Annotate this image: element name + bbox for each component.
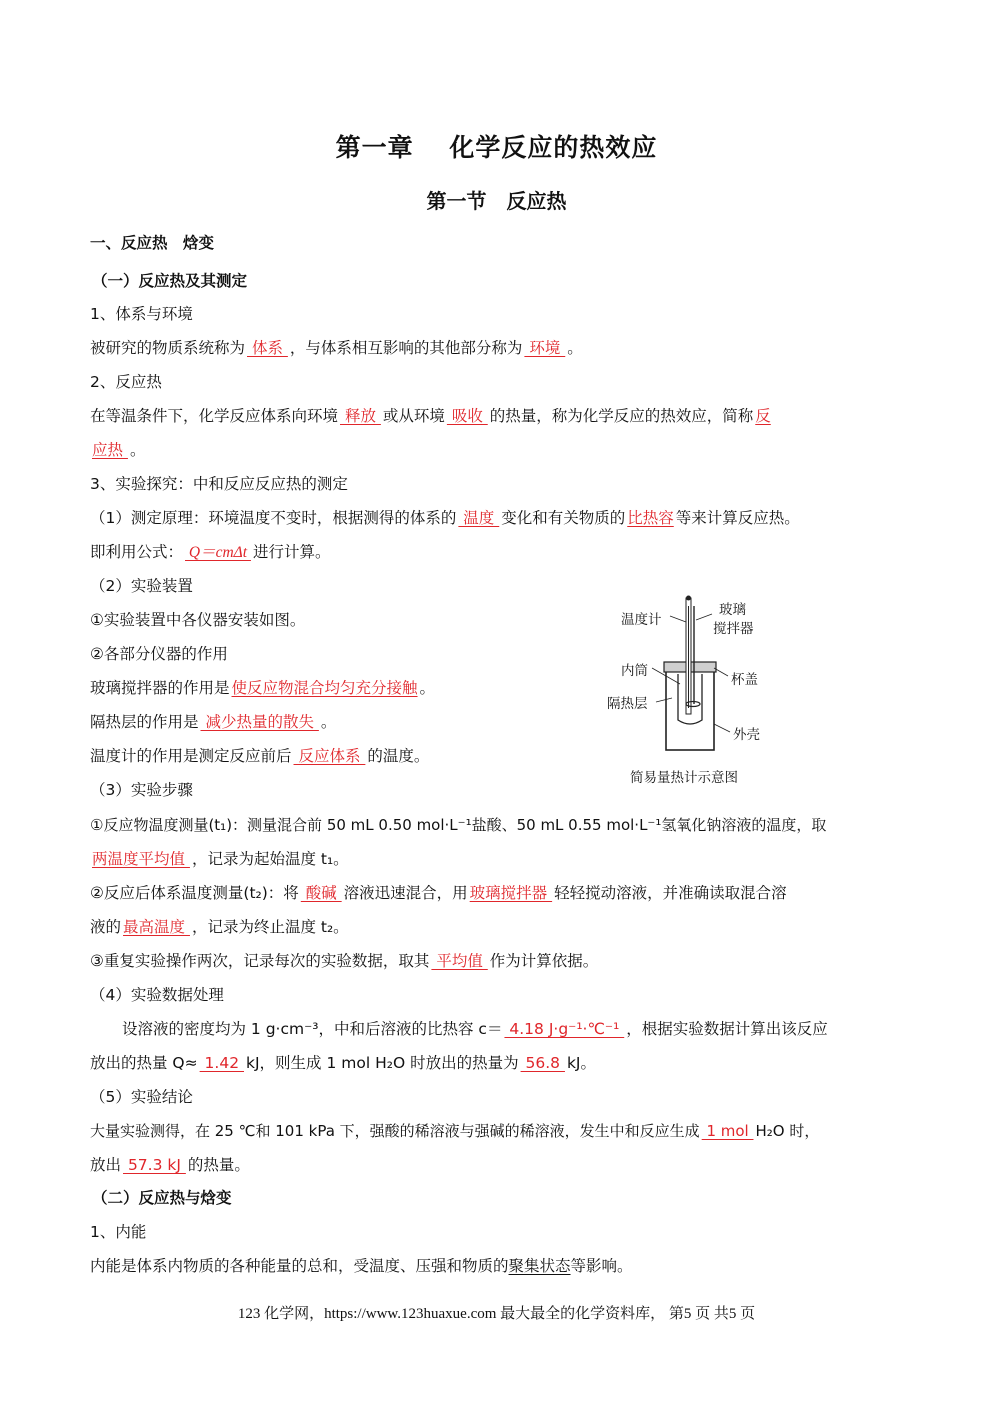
- principle-text-c: 等来计算反应热。: [675, 509, 800, 527]
- principle-text-a: （1）测定原理：环境温度不变时，根据测得的体系的: [90, 509, 457, 527]
- label-insulation: 隔热层: [607, 696, 648, 712]
- conclusion-heading: （5）实验结论: [90, 1088, 193, 1106]
- label-thermometer: 温度计: [621, 612, 662, 628]
- insul-text-b: 。: [320, 713, 337, 731]
- insul-text-a: 隔热层的作用是: [90, 713, 199, 731]
- apparatus-heading: （2）实验装置: [90, 577, 193, 595]
- s2-text-b: 或从环境: [382, 407, 445, 425]
- step3-text-a: ③重复实验操作两次，记录每次的实验数据，取其: [90, 952, 430, 970]
- s2-text-a: 在等温条件下，化学反应体系向环境: [90, 407, 339, 425]
- answer-blank: 体系: [247, 339, 288, 357]
- answer-blank: 两温度平均值: [92, 850, 190, 868]
- answer-blank: 1 mol: [701, 1122, 754, 1140]
- data-heading: （4）实验数据处理: [90, 986, 224, 1004]
- label-lid: 杯盖: [731, 672, 758, 688]
- answer-blank: 最高温度: [123, 918, 190, 936]
- data2-text-c: kJ。: [566, 1054, 597, 1072]
- part1-heading: 一、反应热 焓变: [90, 234, 215, 252]
- stirrer-line: [90, 677, 435, 699]
- insulation-line: [90, 711, 336, 733]
- step2-line2: [90, 916, 349, 938]
- answer-blank: 比热容: [627, 509, 674, 527]
- section-title: 第一节 反应热: [426, 189, 567, 213]
- s1-text-b: ，与体系相互影响的其他部分称为: [289, 339, 523, 357]
- data-line1: [90, 1018, 828, 1040]
- answer-blank: 反应体系: [293, 747, 366, 765]
- data2-text-b: kJ，则生成 1 mol H₂O 时放出的热量为: [246, 1054, 519, 1072]
- stir-text-a: 玻璃搅拌器的作用是: [90, 679, 230, 697]
- label-shell: 外壳: [733, 727, 760, 743]
- concl2-text-a: 放出: [90, 1156, 122, 1174]
- s4-text-a: 内能是体系内物质的各种能量的总和，受温度、压强和物质的: [90, 1257, 509, 1275]
- label-inner: 内筒: [621, 663, 648, 679]
- answer-blank: 温度: [458, 509, 500, 527]
- s1-text-a: 被研究的物质系统称为: [90, 339, 246, 357]
- s1-heading: 1、体系与环境: [90, 305, 193, 323]
- answer-blank: 57.3 kJ: [123, 1156, 186, 1174]
- answer-blank: 使反应物混合均匀充分接触: [231, 679, 418, 697]
- answer-blank: 释放: [340, 407, 381, 425]
- thermometer-line: [90, 745, 429, 767]
- s4-text-b: 等影响。: [570, 1257, 633, 1275]
- thermo-text-a: 温度计的作用是测定反应前后: [90, 747, 292, 765]
- concl1-text-a: 大量实验测得，在 25 ℃和 101 kPa 下，强酸的稀溶液与强碱的稀溶液，发生中和反应生成: [90, 1122, 700, 1140]
- answer-blank: 减少热量的散失: [200, 713, 319, 731]
- data-line2: [90, 1052, 596, 1074]
- data1-text-a: 设溶液的密度均为 1 g·cm⁻³，中和后溶液的比热容 c＝: [122, 1020, 503, 1038]
- s2-paragraph-line2: [90, 439, 145, 461]
- answer-blank: 酸碱: [300, 884, 342, 902]
- conclusion-line2: [90, 1154, 250, 1176]
- page-footer: 123 化学网，https://www.123huaxue.com 最大最全的化学资料库， 第5 页 共5 页: [237, 1306, 756, 1322]
- s4-heading: 1、内能: [90, 1223, 147, 1241]
- answer-blank: Q＝cmΔt: [185, 544, 251, 561]
- conclusion-line1: [90, 1120, 819, 1142]
- step1-line2: [90, 848, 349, 870]
- step2-text-d: 液的: [90, 918, 122, 936]
- answer-blank: 1.42: [199, 1054, 244, 1072]
- figure-caption: 简易量热计示意图: [630, 770, 738, 786]
- answer-blank: 56.8: [520, 1054, 565, 1072]
- s2-text-c: 的热量，称为化学反应的热效应，简称: [489, 407, 754, 425]
- principle-line: [90, 507, 800, 529]
- concl2-text-b: 的热量。: [187, 1156, 250, 1174]
- step2-text-c: 轻轻搅动溶液，并准确读取混合溶: [554, 884, 787, 902]
- answer-blank: 平均值: [431, 952, 488, 970]
- data2-text-a: 放出的热量 Q≈: [90, 1054, 198, 1072]
- step1-line1: ①反应物温度测量(t₁)：测量混合前 50 mL 0.50 mol·L⁻¹盐酸、50 mL 0.55 mol·L⁻¹氢氧化钠溶液的温度，取: [90, 816, 827, 834]
- step3-line: [90, 950, 598, 972]
- formula-line: [90, 541, 330, 564]
- stir-text-b: 。: [419, 679, 436, 697]
- step2-text-e: ，记录为终止温度 t₂。: [191, 918, 349, 936]
- thermo-text-b: 的温度。: [367, 747, 430, 765]
- step2-text-a: ②反应后体系温度测量(t₂)：将: [90, 884, 299, 902]
- apparatus-item-2: ②各部分仪器的作用: [90, 645, 228, 663]
- step2-text-b: 溶液迅速混合，用: [343, 884, 468, 902]
- s1-paragraph: [90, 337, 583, 359]
- s1-text-c: 。: [567, 339, 583, 357]
- s4-underlined-term: 聚集状态: [508, 1257, 571, 1275]
- s2-heading: 2、反应热: [90, 373, 162, 391]
- label-stirrer-1: 玻璃: [719, 602, 746, 618]
- principle-text-b: 变化和有关物质的: [501, 509, 626, 527]
- s4-paragraph: [90, 1255, 633, 1277]
- steps-heading: （3）实验步骤: [90, 781, 193, 799]
- step1-text-b: ，记录为起始温度 t₁。: [191, 850, 349, 868]
- data1-text-b: ，根据实验数据计算出该反应: [626, 1020, 828, 1038]
- chapter-title: 第一章 化学反应的热效应: [335, 133, 658, 162]
- formula-text-b: 进行计算。: [252, 543, 331, 561]
- sub2-heading: （二）反应热与焓变: [92, 1189, 232, 1207]
- answer-blank: 4.18 J·g⁻¹·℃⁻¹: [504, 1020, 625, 1038]
- apparatus-item-1: ①实验装置中各仪器安装如图。: [90, 611, 306, 629]
- answer-blank: 环境: [524, 339, 566, 357]
- s2-text-d: 。: [129, 441, 146, 459]
- step3-text-b: 作为计算依据。: [489, 952, 599, 970]
- answer-blank: 反: [755, 407, 771, 425]
- formula-text-a: 即利用公式：: [90, 543, 184, 561]
- concl1-text-b: H₂O 时，: [755, 1122, 820, 1140]
- s3-heading: 3、实验探究：中和反应反应热的测定: [90, 475, 348, 493]
- answer-blank: 吸收: [446, 407, 488, 425]
- s2-paragraph-line1: [90, 405, 773, 427]
- answer-blank: 玻璃搅拌器: [469, 884, 553, 902]
- label-stirrer-2: 搅拌器: [713, 621, 754, 637]
- step2-line1: [90, 882, 787, 904]
- answer-blank: 应热: [92, 441, 128, 459]
- sub1-heading: （一）反应热及其测定: [92, 272, 248, 290]
